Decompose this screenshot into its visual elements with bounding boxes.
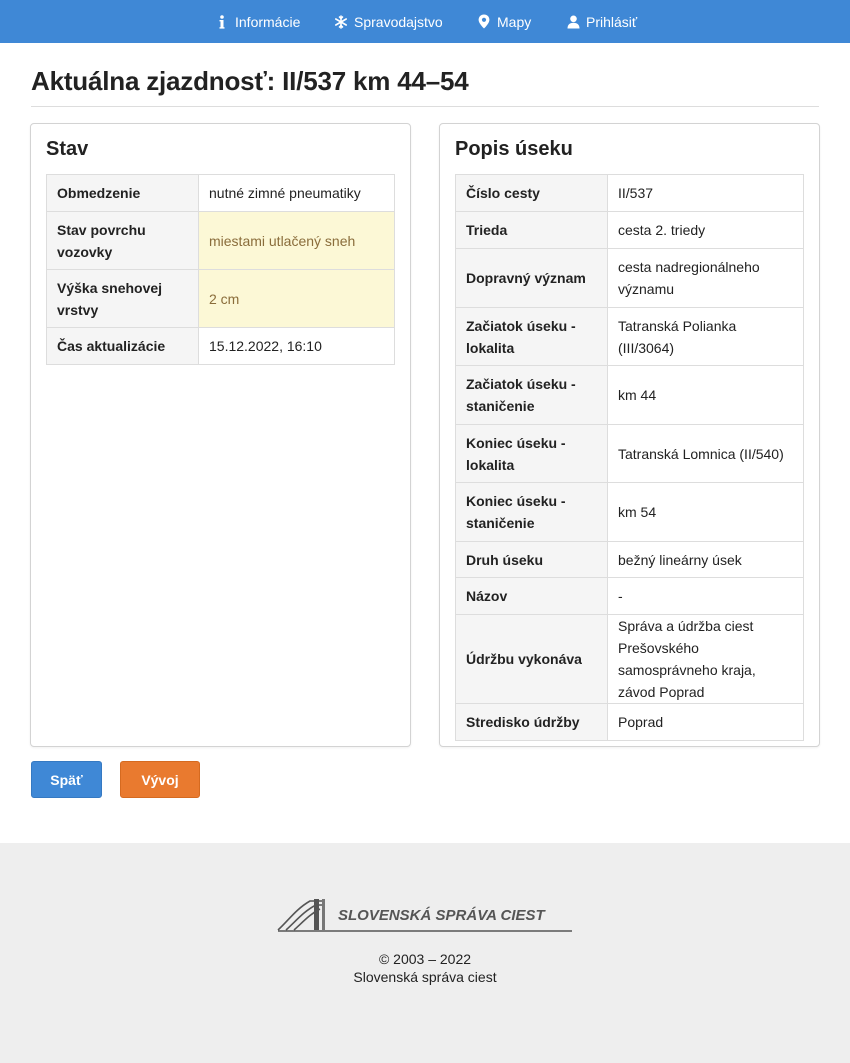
row-key: Obmedzenie (47, 175, 199, 212)
row-value: - (608, 578, 804, 615)
nav-item-label: Mapy (497, 13, 532, 30)
table-row (456, 212, 804, 249)
nav-item-label: Informácie (235, 13, 301, 30)
table-row (456, 578, 804, 615)
row-value: miestami utlačený sneh (199, 212, 395, 270)
nav-item-spravodajstvo[interactable] (334, 0, 443, 43)
table-row (456, 425, 804, 483)
nav-item-mapy[interactable] (477, 0, 531, 43)
user-icon (566, 14, 580, 30)
logo-text: SLOVENSKÁ SPRÁVA CIEST (338, 907, 545, 924)
table-row (456, 175, 804, 212)
footer (0, 843, 850, 1063)
copyright-organization: Slovenská správa ciest (353, 969, 497, 985)
row-key: Začiatok úseku - staničenie (456, 366, 608, 425)
table-row (456, 704, 804, 741)
top-navbar (0, 0, 850, 43)
row-value: II/537 (608, 175, 804, 212)
row-value: Tatranská Lomnica (II/540) (608, 425, 804, 483)
snowflake-icon (334, 14, 348, 30)
row-key: Názov (456, 578, 608, 615)
row-value: km 44 (608, 366, 804, 425)
row-key: Výška snehovej vrstvy (47, 270, 199, 328)
row-key: Trieda (456, 212, 608, 249)
description-panel-title: Popis úseku (455, 138, 573, 160)
row-key: Údržbu vykonáva (456, 615, 608, 704)
row-key: Čas aktualizácie (47, 328, 199, 365)
description-table (455, 174, 804, 741)
section-description-panel (439, 123, 820, 747)
table-row (456, 615, 804, 704)
row-key: Začiatok úseku - lokalita (456, 308, 608, 366)
status-table (46, 174, 395, 365)
row-value: nutné zimné pneumatiky (199, 175, 395, 212)
row-key: Koniec úseku - staničenie (456, 483, 608, 542)
row-value: Tatranská Polianka (III/3064) (608, 308, 804, 366)
title-divider (31, 106, 819, 107)
nav-item-prihlasit[interactable] (566, 0, 637, 43)
row-value: km 54 (608, 483, 804, 542)
ssc-logo (276, 891, 576, 939)
status-panel (30, 123, 411, 747)
row-value: bežný lineárny úsek (608, 542, 804, 578)
table-row (456, 249, 804, 308)
nav-item-label: Prihlásiť (586, 13, 638, 30)
copyright-years: © 2003 – 2022 (378, 951, 472, 967)
status-panel-title: Stav (46, 138, 89, 160)
nav-item-label: Spravodajstvo (354, 13, 443, 30)
row-key: Stav povrchu vozovky (47, 212, 199, 270)
row-key: Dopravný význam (456, 249, 608, 308)
nav-item-informacie[interactable] (215, 0, 300, 43)
row-value: cesta 2. triedy (608, 212, 804, 249)
row-key: Stredisko údržby (456, 704, 608, 741)
table-row (47, 212, 395, 270)
row-value: Poprad (608, 704, 804, 741)
table-row (456, 366, 804, 425)
row-value: 2 cm (199, 270, 395, 328)
info-icon (215, 14, 229, 30)
table-row (47, 175, 395, 212)
row-value: 15.12.2022, 16:10 (199, 328, 395, 365)
row-key: Číslo cesty (456, 175, 608, 212)
table-row (456, 308, 804, 366)
table-row (456, 483, 804, 542)
map-marker-icon (477, 14, 491, 30)
development-button[interactable]: Vývoj (120, 761, 200, 798)
row-value: cesta nadregionálneho významu (608, 249, 804, 308)
table-row (456, 542, 804, 578)
page-title: Aktuálna zjazdnosť: II/537 km 44–54 (31, 66, 469, 96)
row-value: Správa a údržba ciest Prešovského samosprávneho kraja, závod Poprad (608, 615, 804, 704)
copyright (0, 950, 850, 986)
back-button[interactable]: Späť (31, 761, 102, 798)
table-row (47, 328, 395, 365)
row-key: Koniec úseku - lokalita (456, 425, 608, 483)
row-key: Druh úseku (456, 542, 608, 578)
table-row (47, 270, 395, 328)
